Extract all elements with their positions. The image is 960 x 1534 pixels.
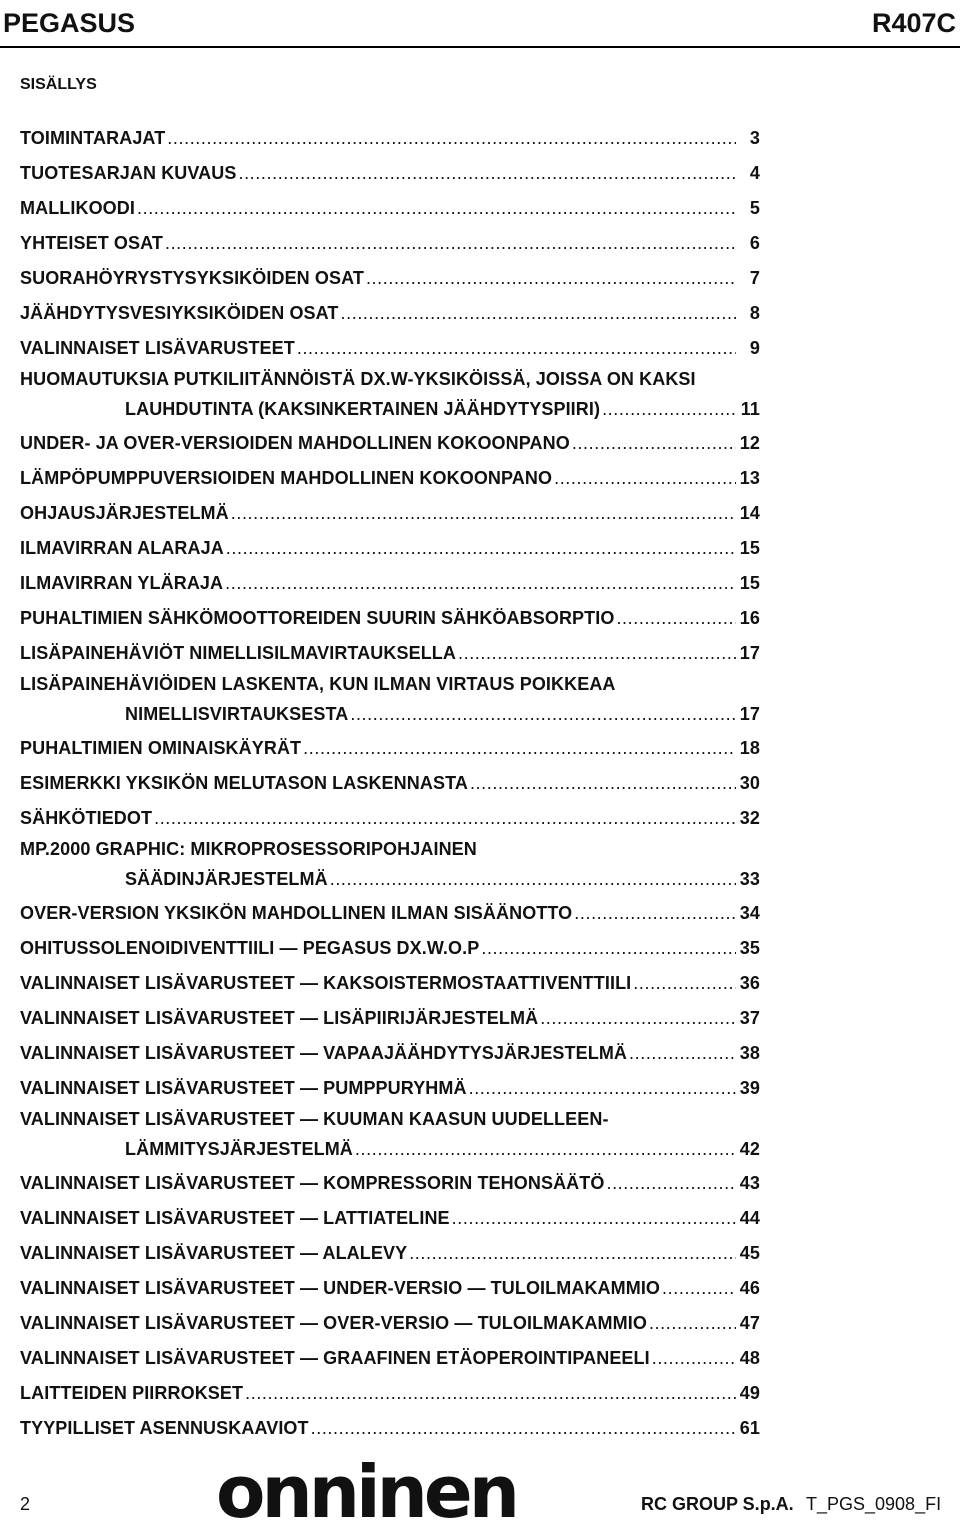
toc-page-number: 15	[739, 538, 760, 558]
toc-entry-line	[20, 766, 760, 801]
toc-page-number: 43	[739, 1173, 760, 1193]
toc-entry-title: OHITUSSOLENOIDIVENTTIILI — PEGASUS DX.W.O.P	[20, 938, 480, 958]
toc-entry[interactable]	[20, 766, 760, 801]
toc-page-number: 30	[739, 773, 760, 793]
toc-entry-line	[20, 156, 760, 191]
toc-page-number: 44	[739, 1208, 760, 1228]
toc-dot-leader	[366, 261, 736, 296]
toc-entry-line	[20, 1411, 760, 1446]
toc-page-number: 9	[749, 338, 760, 358]
toc-dot-leader	[629, 1036, 736, 1071]
toc-entry-line	[20, 801, 760, 836]
toc-dot-leader	[225, 566, 736, 601]
toc-page-number: 36	[739, 973, 760, 993]
toc-page-number: 5	[749, 198, 760, 218]
toc-entry-line	[20, 392, 760, 426]
toc-dot-leader	[226, 531, 736, 566]
toc-entry-line	[20, 966, 760, 1001]
toc-dot-leader	[470, 766, 736, 801]
toc-page-number: 14	[739, 503, 760, 523]
toc-page-number: 3	[749, 128, 760, 148]
footer-company: RC GROUP S.p.A.	[641, 1494, 794, 1514]
toc-dot-leader	[350, 697, 736, 731]
toc-entry[interactable]	[20, 366, 760, 426]
toc-entry-line	[20, 731, 760, 766]
toc-dot-leader	[616, 601, 736, 636]
toc-entry-title: VALINNAISET LISÄVARUSTEET — UNDER-VERSIO — TULOILMAKAMMIO	[20, 1278, 661, 1298]
toc-page-number: 17	[739, 643, 760, 663]
toc-entry-title: MP.2000 GRAPHIC: MIKROPROSESSORIPOHJAINEN	[20, 839, 477, 859]
toc-dot-leader	[602, 392, 736, 426]
toc-entry-title: ILMAVIRRAN ALARAJA	[20, 538, 224, 558]
toc-entry[interactable]	[20, 636, 760, 671]
toc-entry[interactable]	[20, 836, 760, 896]
toc-entry-title: VALINNAISET LISÄVARUSTEET	[20, 338, 295, 358]
toc-dot-leader	[311, 1411, 736, 1446]
footer-page-number: 2	[20, 1494, 31, 1514]
toc-entry-line	[20, 1341, 760, 1376]
toc-entry-line	[20, 226, 760, 261]
toc-dot-leader	[540, 1001, 736, 1036]
model-code: R407C	[871, 8, 956, 38]
toc-page-number: 38	[739, 1043, 760, 1063]
toc-entry-title: VALINNAISET LISÄVARUSTEET — GRAAFINEN ETÄOPEROINTIPANEELI	[20, 1348, 650, 1368]
toc-dot-leader	[231, 496, 736, 531]
toc-entry-title: YHTEISET OSAT	[20, 233, 163, 253]
toc-dot-leader	[330, 862, 736, 896]
toc-entry-line	[20, 601, 760, 636]
toc-entry[interactable]	[20, 1106, 760, 1166]
toc-entry-line	[20, 331, 760, 366]
toc-entry-line	[20, 461, 760, 496]
toc-entry[interactable]	[20, 801, 760, 836]
toc-dot-leader	[165, 226, 736, 261]
toc-entry-line	[20, 862, 760, 896]
toc-entry-title: VALINNAISET LISÄVARUSTEET — KAKSOISTERMOSTAATTIVENTTIILI	[20, 973, 632, 993]
toc-entry[interactable]	[20, 531, 760, 566]
toc-page-number: 48	[739, 1348, 760, 1368]
onninen-logo: onninen	[216, 1450, 517, 1534]
toc-entry-title: MALLIKOODI	[20, 198, 135, 218]
toc-entry-line	[20, 636, 760, 671]
toc-page-number: 37	[739, 1008, 760, 1028]
toc-entry-line	[20, 366, 760, 392]
toc-dot-leader	[245, 1376, 736, 1411]
toc-page-number: 15	[739, 573, 760, 593]
toc-entry[interactable]	[20, 1376, 760, 1411]
toc-entry-title: VALINNAISET LISÄVARUSTEET — KOMPRESSORIN TEHONSÄÄTÖ	[20, 1173, 605, 1193]
toc-entry-title: VALINNAISET LISÄVARUSTEET — PUMPPURYHMÄ	[20, 1078, 467, 1098]
toc-page-number: 61	[739, 1418, 760, 1438]
toc-entry-line	[20, 1236, 760, 1271]
toc-dot-leader	[341, 296, 736, 331]
toc-dot-leader	[469, 1071, 736, 1106]
toc-entry[interactable]	[20, 261, 760, 296]
toc-entry-title: LÄMPÖPUMPPUVERSIOIDEN MAHDOLLINEN KOKOONPANO	[20, 468, 553, 488]
toc-entry[interactable]	[20, 496, 760, 531]
toc-page-number: 45	[739, 1243, 760, 1263]
toc-entry-title: VALINNAISET LISÄVARUSTEET — OVER-VERSIO — TULOILMAKAMMIO	[20, 1313, 647, 1333]
toc-entry[interactable]	[20, 461, 760, 496]
toc-entry-title: VALINNAISET LISÄVARUSTEET — LATTIATELINE	[20, 1208, 450, 1228]
toc-entry[interactable]	[20, 966, 760, 1001]
toc-entry[interactable]	[20, 931, 760, 966]
toc-entry-line	[20, 697, 760, 731]
toc-entry[interactable]	[20, 296, 760, 331]
toc-entry[interactable]	[20, 1036, 760, 1071]
toc-entry-line	[20, 1036, 760, 1071]
toc-entry-title: LÄMMITYSJÄRJESTELMÄ	[125, 1139, 353, 1159]
toc-entry[interactable]	[20, 1001, 760, 1036]
toc-dot-leader	[452, 1201, 736, 1236]
toc-entry-title: TOIMINTARAJAT	[20, 128, 166, 148]
toc-entry-title: SÄÄDINJÄRJESTELMÄ	[125, 869, 328, 889]
toc-entry-title: VALINNAISET LISÄVARUSTEET — VAPAAJÄÄHDYTYSJÄRJESTELMÄ	[20, 1043, 628, 1063]
toc-dot-leader	[572, 426, 736, 461]
toc-entry-title: ESIMERKKI YKSIKÖN MELUTASON LASKENNASTA	[20, 773, 468, 793]
toc-entry[interactable]	[20, 1306, 760, 1341]
toc-dot-leader	[662, 1271, 736, 1306]
brand-title: PEGASUS	[3, 8, 136, 38]
toc-entry[interactable]	[20, 896, 760, 931]
toc-page-number: 13	[739, 468, 760, 488]
toc-entry-title: OVER-VERSION YKSIKÖN MAHDOLLINEN ILMAN SISÄÄNOTTO	[20, 903, 573, 923]
toc-entry-title: VALINNAISET LISÄVARUSTEET — KUUMAN KAASUN UUDELLEEN-	[20, 1109, 609, 1129]
toc-entry-title: SÄHKÖTIEDOT	[20, 808, 153, 828]
toc-entry-line	[20, 1071, 760, 1106]
toc-page-number: 11	[740, 399, 760, 419]
toc-dot-leader	[303, 731, 736, 766]
toc-entry-title: TUOTESARJAN KUVAUS	[20, 163, 237, 183]
toc-dot-leader	[137, 191, 736, 226]
toc-page-number: 16	[739, 608, 760, 628]
toc-entry-title: OHJAUSJÄRJESTELMÄ	[20, 503, 229, 523]
toc-entry-title: VALINNAISET LISÄVARUSTEET — LISÄPIIRIJÄRJESTELMÄ	[20, 1008, 539, 1028]
toc-dot-leader	[606, 1166, 736, 1201]
toc-page-number: 46	[739, 1278, 760, 1298]
toc-page-number: 32	[739, 808, 760, 828]
toc-entry-title: NIMELLISVIRTAUKSESTA	[125, 704, 349, 724]
toc-entry[interactable]	[20, 191, 760, 226]
toc-entry-line	[20, 671, 760, 697]
toc-entry-line	[20, 1271, 760, 1306]
toc-entry[interactable]	[20, 226, 760, 261]
toc-dot-leader	[554, 461, 736, 496]
toc-entry-line	[20, 296, 760, 331]
toc-dot-leader	[154, 801, 736, 836]
toc-entry-line	[20, 931, 760, 966]
toc-entry-title: HUOMAUTUKSIA PUTKILIITÄNNÖISTÄ DX.W-YKSIKÖISSÄ, JOISSA ON KAKSI	[20, 369, 696, 389]
toc-entry[interactable]	[20, 426, 760, 461]
toc-page-number: 12	[739, 433, 760, 453]
toc-entry[interactable]	[20, 1071, 760, 1106]
toc-entry-title: JÄÄHDYTYSVESIYKSIKÖIDEN OSAT	[20, 303, 339, 323]
toc-entry[interactable]	[20, 1166, 760, 1201]
toc-entry-line	[20, 1376, 760, 1411]
toc-page-number: 33	[739, 869, 760, 889]
toc-entry-title: UNDER- JA OVER-VERSIOIDEN MAHDOLLINEN KOKOONPANO	[20, 433, 570, 453]
toc-entry[interactable]	[20, 671, 760, 731]
toc-dot-leader	[355, 1132, 736, 1166]
toc-page-number: 6	[749, 233, 760, 253]
toc-page-number: 47	[739, 1313, 760, 1333]
toc-entry[interactable]	[20, 1341, 760, 1376]
toc-entry-title: PUHALTIMIEN OMINAISKÄYRÄT	[20, 738, 302, 758]
toc-entry-line	[20, 836, 760, 862]
toc-entry-line	[20, 1106, 760, 1132]
toc-title: SISÄLLYS	[20, 76, 97, 93]
toc-entry-line	[20, 191, 760, 226]
toc-page-number: 7	[749, 268, 760, 288]
page-header	[0, 0, 960, 48]
toc-dot-leader	[649, 1306, 736, 1341]
toc-entry[interactable]	[20, 1411, 760, 1446]
toc-entry-line	[20, 426, 760, 461]
toc-dot-leader	[297, 331, 736, 366]
toc-page-number: 8	[749, 303, 760, 323]
toc-entry-line	[20, 1166, 760, 1201]
toc-dot-leader	[238, 156, 736, 191]
toc-entry-line	[20, 566, 760, 601]
toc-entry[interactable]	[20, 156, 760, 191]
toc-entry[interactable]	[20, 1236, 760, 1271]
toc-page-number: 49	[739, 1383, 760, 1403]
footer-doc-code: T_PGS_0908_FI	[806, 1494, 942, 1514]
toc-dot-leader	[481, 931, 736, 966]
toc-entry[interactable]	[20, 566, 760, 601]
toc-entry-line	[20, 1306, 760, 1341]
toc-entry-title: SUORAHÖYRYSTYSYKSIKÖIDEN OSAT	[20, 268, 364, 288]
toc-entry-line	[20, 1001, 760, 1036]
toc-page-number: 42	[739, 1139, 760, 1159]
table-of-contents	[20, 121, 760, 1446]
toc-entry[interactable]	[20, 121, 760, 156]
toc-entry-line	[20, 896, 760, 931]
toc-page-number: 39	[739, 1078, 760, 1098]
toc-entry-title: VALINNAISET LISÄVARUSTEET — ALALEVY	[20, 1243, 408, 1263]
toc-dot-leader	[652, 1341, 736, 1376]
toc-entry-title: PUHALTIMIEN SÄHKÖMOOTTOREIDEN SUURIN SÄHKÖABSORPTIO	[20, 608, 615, 628]
toc-page-number: 4	[749, 163, 760, 183]
toc-entry-line	[20, 121, 760, 156]
toc-page-number: 17	[739, 704, 760, 724]
toc-entry-title: LAUHDUTINTA (KAKSINKERTAINEN JÄÄHDYTYSPIIRI)	[125, 399, 601, 419]
toc-entry-line	[20, 1132, 760, 1166]
toc-dot-leader	[167, 121, 736, 156]
toc-entry-title: TYYPILLISET ASENNUSKAAVIOT	[20, 1418, 309, 1438]
toc-entry-line	[20, 531, 760, 566]
toc-entry-line	[20, 496, 760, 531]
toc-entry[interactable]	[20, 601, 760, 636]
toc-entry[interactable]	[20, 731, 760, 766]
toc-page-number: 34	[739, 903, 760, 923]
toc-entry-title: LISÄPAINEHÄVIÖIDEN LASKENTA, KUN ILMAN VIRTAUS POIKKEAA	[20, 674, 616, 694]
toc-entry-line	[20, 261, 760, 296]
toc-entry-title: LISÄPAINEHÄVIÖT NIMELLISILMAVIRTAUKSELLA	[20, 643, 456, 663]
toc-dot-leader	[574, 896, 736, 931]
toc-entry[interactable]	[20, 1201, 760, 1236]
toc-page-number: 18	[739, 738, 760, 758]
toc-entry[interactable]	[20, 331, 760, 366]
toc-dot-leader	[409, 1236, 736, 1271]
toc-dot-leader	[458, 636, 736, 671]
toc-dot-leader	[633, 966, 736, 1001]
toc-entry-title: LAITTEIDEN PIIRROKSET	[20, 1383, 244, 1403]
toc-entry[interactable]	[20, 1271, 760, 1306]
toc-page-number: 35	[739, 938, 760, 958]
toc-entry-line	[20, 1201, 760, 1236]
toc-entry-title: ILMAVIRRAN YLÄRAJA	[20, 573, 224, 593]
